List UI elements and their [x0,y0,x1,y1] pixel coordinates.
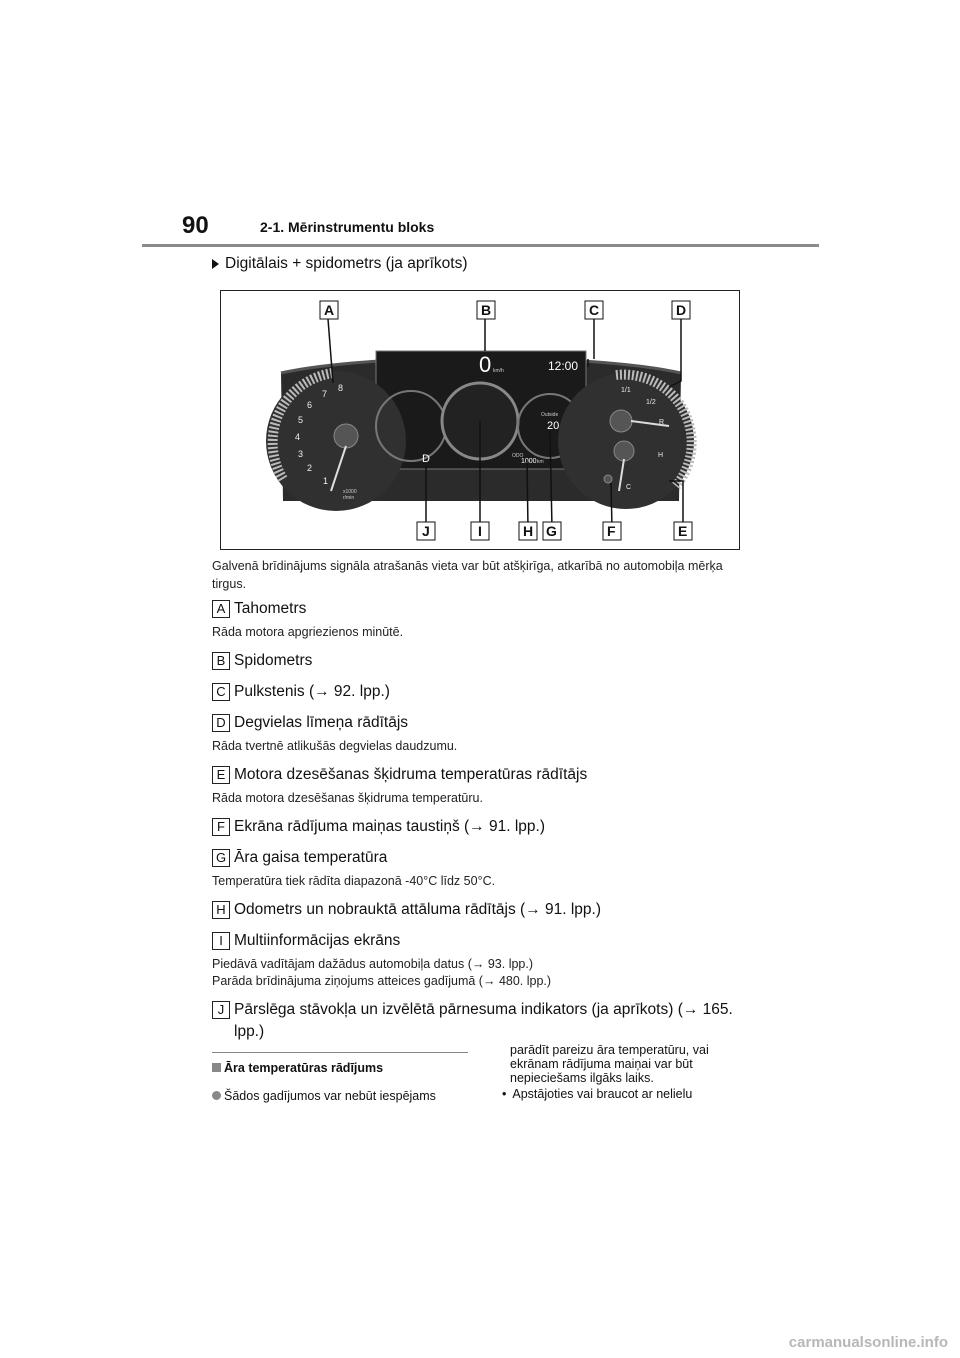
item-title: Ekrāna rādījuma maiņas taustiņš (→ 91. lpp.) [234,818,545,835]
item-title: Āra gaisa temperatūra [234,849,388,866]
page-number: 90 [182,212,209,239]
speed-value: 0 [479,352,492,377]
badge-d: D [212,714,230,732]
watermark: carmanualsonline.info [788,1334,948,1351]
item-description: Temperatūra tiek rādīta diapazonā -40°C līdz 50°C. [212,874,496,888]
odo-unit: km [537,459,544,465]
legend-item-a [212,598,742,641]
fuel-full-label: 1/1 [621,387,631,394]
callout-h: H [523,523,534,539]
fuel-gauge-knob [610,410,632,432]
badge-a: A [212,600,230,618]
badge-i: I [212,932,230,950]
badge-c: C [212,683,230,701]
section-title: 2-1. Mērinstrumentu bloks [260,219,435,235]
notes-right-bullet: Apstājoties vai braucot ar nelielu [512,1087,693,1101]
badge-e: E [212,766,230,784]
tach-number-6: 6 [307,400,313,410]
badge-h: H [212,901,230,919]
gear-indicator: D [422,453,430,465]
tach-number-2: 2 [307,463,313,473]
legend-item-b [212,650,742,672]
temp-hot-label: H [658,452,664,459]
callout-c: C [589,302,600,318]
item-title: Tahometrs [234,600,307,617]
badge-f: F [212,818,230,836]
instrument-cluster-figure [220,290,740,550]
tach-number-1: 1 [323,476,329,486]
callout-f: F [607,523,616,539]
header-rule [142,244,819,247]
callout-d: D [676,302,687,318]
item-title: Odometrs un nobrauktā attāluma rādītājs (→ 91. lpp.) [234,901,602,918]
odo-label: ODO [512,453,524,459]
badge-b: B [212,652,230,670]
subheading-text: Digitālais + spidometrs (ja aprīkots) [225,255,468,272]
item-description: Piedāvā vadītājam dažādus automobiļa datus (→ 93. lpp.) [212,957,534,971]
callout-a: A [324,302,335,318]
legend-item-e [212,764,742,807]
clock-display: 12:00 [548,359,579,373]
bullet-dot-icon: • [502,1087,507,1101]
fuel-half-label: 1/2 [646,399,656,406]
tach-number-5: 5 [298,415,304,425]
notes-heading: Āra temperatūras rādījums [224,1061,384,1075]
notes-bullet: Šādos gadījumos var nebūt iespējams [224,1089,436,1103]
badge-j: J [212,1001,230,1019]
legend-item-g [212,847,742,890]
speed-unit: km/h [493,368,504,374]
tach-number-3: 3 [298,449,304,459]
badge-g: G [212,849,230,867]
legend-item-f [212,816,742,838]
temp-gauge-knob [614,441,634,461]
legend-item-i [212,930,742,990]
triangle-bullet-icon [212,259,219,269]
tach-unit-bottom: r/min [343,495,355,501]
item-title: Spidometrs [234,652,313,669]
notes-left-column [212,1052,468,1104]
temp-cold-label: C [626,484,632,491]
notes-right-column [494,1043,754,1101]
item-description: Rāda motora dzesēšanas šķidruma temperatūru. [212,791,483,805]
item-title: Degvielas līmeņa rādītājs [234,714,409,731]
callout-b: B [481,302,492,318]
subheading [212,255,468,273]
circle-bullet-icon [212,1091,221,1100]
item-description-2: Parāda brīdinājuma ziņojums atteices gadījumā (→ 480. lpp.) [212,974,552,988]
callout-i: I [478,523,482,539]
notes-continuation: parādīt pareizu āra temperatūru, vai ekrānam rādījuma maiņai var būt nepieciešams ilgāks laiks. [510,1043,709,1085]
item-title: Multiinformācijas ekrāns [234,932,401,949]
tach-number-7: 7 [322,389,328,399]
outside-label: Outside [541,412,559,418]
callout-e: E [678,523,688,539]
tach-unit-top: x1000 [343,489,357,495]
legend-item-h [212,899,742,921]
item-description: Rāda motora apgriezienos minūtē. [212,625,404,639]
tachometer-knob [334,424,358,448]
cluster-illustration [221,291,739,549]
square-bullet-icon [212,1063,221,1072]
item-title: Motora dzesēšanas šķidruma temperatūras rādītājs [234,766,588,783]
item-title: Pulkstenis (→ 92. lpp.) [234,683,390,700]
callout-j: J [422,523,430,539]
callout-g: G [546,523,557,539]
legend-item-c [212,681,742,703]
tach-number-8: 8 [338,383,344,393]
figure-caption: Galvenā brīdinājums signāla atrašanās vieta var būt atšķirīga, atkarībā no automobiļa mērķa tirgus. [212,559,723,591]
fuel-reserve-label: R [659,419,665,426]
outside-temp-value: 20 [547,420,560,432]
legend-item-d [212,712,742,755]
tach-number-4: 4 [295,432,301,442]
item-title: Pārslēga stāvokļa un izvēlētā pārnesuma indikators (ja aprīkots) (→ 165. lpp.) [234,1001,733,1040]
column-rule [212,1052,468,1053]
legend-list [212,598,742,1052]
legend-item-j [212,999,742,1043]
odo-value: 1000 [521,458,537,465]
display-change-button [604,475,612,483]
item-description: Rāda tvertnē atlikušās degvielas daudzumu. [212,739,458,753]
